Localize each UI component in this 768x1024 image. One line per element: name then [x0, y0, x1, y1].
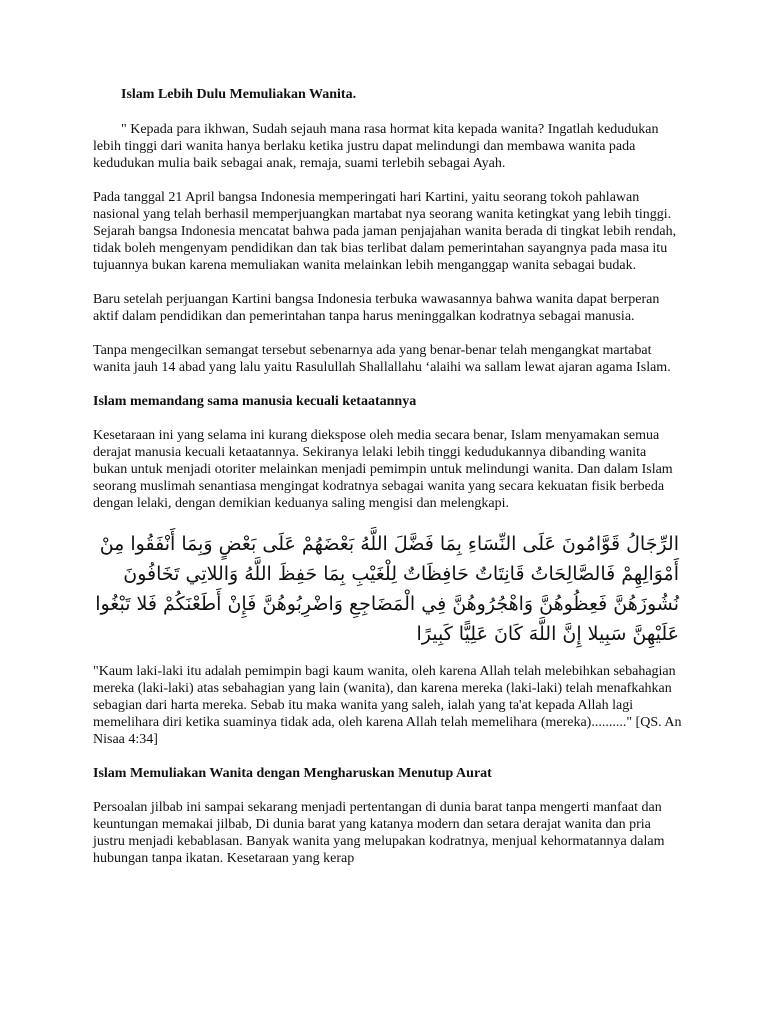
equality-paragraph: Kesetaraan ini yang selama ini kurang diekspose oleh media secara benar, Islam menyamakan semua derajat manusia kecuali ketaatannya. Sekiranya lelaki lebih tinggi kedudukannya dibanding wanita bukan untuk menjadi otoriter melainkan menjadi pemimpin untuk melindungi wanita. Dan dalam Islam seorang muslimah senantiasa mengingat kodratnya sebagai wanita yang secara kekuatan fisik berbeda dengan lelaki, dengan demikian keduanya saling mengisi dan melengkapi. [93, 428, 673, 511]
section-heading-aurat: Islam Memuliakan Wanita dengan Mengharuskan Menutup Aurat [93, 766, 492, 781]
intro-paragraph: " Kepada para ikhwan, Sudah sejauh mana rasa hormat kita kepada wanita? Ingatlah kedudukan lebih tinggi dari wanita hanya berlaku ketika justru dapat melindungi dan membawa wanita pada kedudukan mulia baik sebagai anak, remaja, suami terlebih sebagai Ayah. [93, 122, 659, 171]
kartini-followup-paragraph: Baru setelah perjuangan Kartini bangsa Indonesia terbuka wawasannya bahwa wanita dapat berperan aktif dalam pendidikan dan pemerintahan tanpa harus meninggalkan kodratnya sebagai manusia. [93, 292, 660, 324]
document-title: Islam Lebih Dulu Memuliakan Wanita. [121, 87, 357, 102]
islam-martabat-paragraph: Tanpa mengecilkan semangat tersebut sebenarnya ada yang benar-benar telah mengangkat martabat wanita jauh 14 abad yang lalu yaitu Rasulullah Shallallahu ‘alaihi wa sallam lewat ajaran agama Islam. [93, 343, 671, 375]
document-page [93, 86, 683, 884]
arabic-verse: الرِّجَالُ قَوَّامُونَ عَلَى النِّسَاءِ بِمَا فَضَّلَ اللَّهُ بَعْضَهُمْ عَلَى بَعْضٍ وَبِمَا أَنْفَقُوا مِنْ أَمْوَالِهِمْ فَالصَّالِحَاتُ قَانِتَاتٌ حَافِظَاتٌ لِلْغَيْبِ بِمَا حَفِظَ اللَّهُ وَاللاتِي تَخَافُونَ نُشُوزَهُنَّ فَعِظُوهُنَّ وَاهْجُرُوهُنَّ فِي الْمَضَاجِعِ وَاضْرِبُوهُنَّ فَإِنْ أَطَعْنَكُمْ فَلا تَبْغُوا عَلَيْهِنَّ سَبِيلا إِنَّ اللَّهَ كَانَ عَلِيًّا كَبِيرًا [95, 533, 679, 645]
section-heading-equality: Islam memandang sama manusia kecuali ketaatannya [93, 394, 417, 409]
verse-translation: "Kaum laki-laki itu adalah pemimpin bagi kaum wanita, oleh karena Allah telah melebihkan sebahagian mereka (laki-laki) atas sebahagian yang lain (wanita), dan karena mereka (laki-laki) telah menafkahkan sebagian dari harta mereka. Sebab itu maka wanita yang saleh, ialah yang ta'at kepada Allah lagi memelihara diri ketika suaminya tidak ada, oleh karena Allah telah memelihara (mereka).........." [QS. An Nisaa 4:34] [93, 664, 682, 747]
kartini-paragraph: Pada tanggal 21 April bangsa Indonesia memperingati hari Kartini, yaitu seorang tokoh pahlawan nasional yang telah berhasil memperjuangkan martabat nya seorang wanita ketingkat yang lebih tinggi. Sejarah bangsa Indonesia mencatat bahwa pada jaman penjajahan wanita berada di tingkat lebih rendah, tidak boleh mengenyam pendidikan dan tak bias terlibat dalam pemerintahan sayangnya pada masa itu tujuannya bukan karena memuliakan wanita melainkan lebih menganggap wanita sebagai budak. [93, 190, 677, 273]
jilbab-paragraph: Persoalan jilbab ini sampai sekarang menjadi pertentangan di dunia barat tanpa mengerti manfaat dan keuntungan memakai jilbab, Di dunia barat yang katanya modern dan setara derajat wanita dan pria justru menjadi kebablasan. Banyak wanita yang melupakan kodratnya, menjual kehormatannya dalam hubungan tanpa ikatan. Kesetaraan yang kerap [93, 800, 665, 866]
